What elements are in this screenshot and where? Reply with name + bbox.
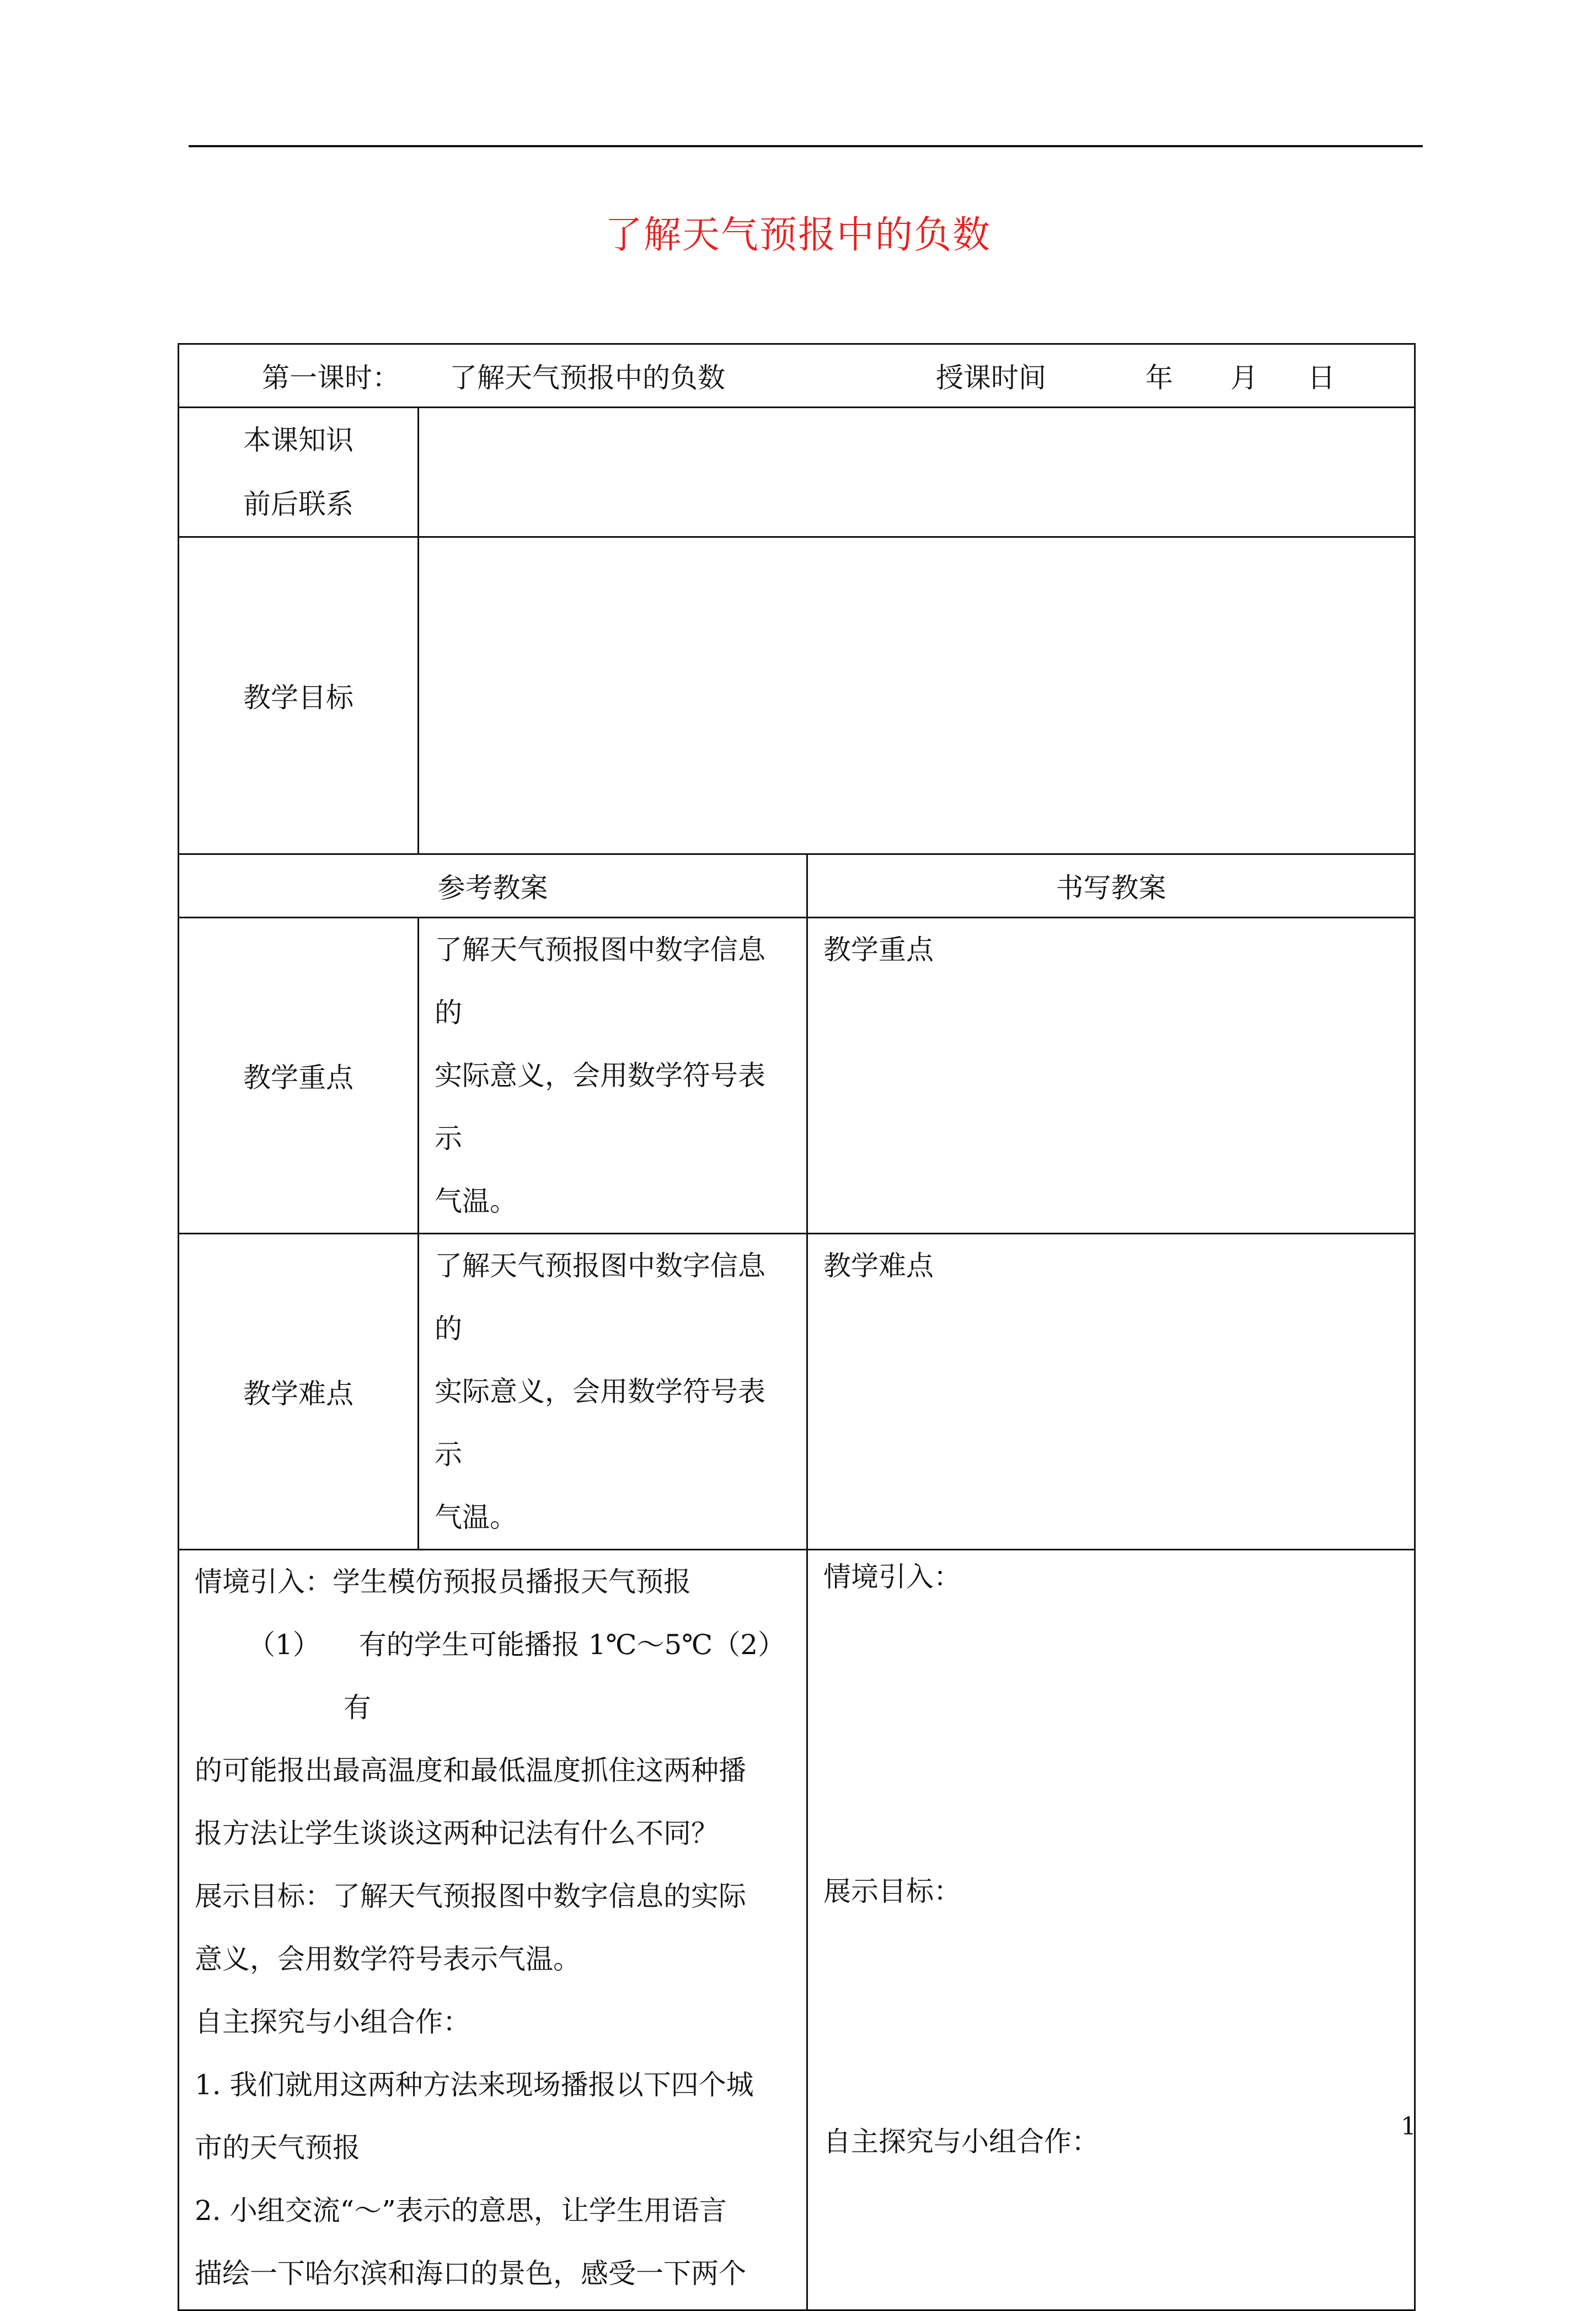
teaching-goal-label: 教学目标 [179, 537, 419, 854]
page-number: 1 [1401, 2112, 1416, 2141]
difficulty-content [419, 1234, 807, 1550]
knowledge-link-line-2: 前后联系 [243, 488, 354, 520]
key-point-label: 教学重点 [179, 918, 419, 1234]
body-line-7: 意义，会用数学符号表示气温。 [195, 1943, 581, 1975]
teaching-goal-content [419, 537, 1415, 854]
header-rule [189, 145, 1423, 147]
key-point-row [179, 918, 1415, 1234]
difficulty-line-1: 了解天气预报图中数字信息的 [435, 1250, 765, 1345]
difficulty-row [179, 1234, 1415, 1550]
body-line-10: 市的天气预报 [195, 2132, 360, 2164]
knowledge-link-content [419, 408, 1415, 537]
lesson-header-row [179, 344, 1415, 408]
written-plan-body [807, 1550, 1415, 2310]
written-explore: 自主探究与小组合作： [823, 2126, 1099, 2158]
difficulty-written: 教学难点 [807, 1234, 1415, 1550]
knowledge-link-line-1: 本课知识 [243, 424, 354, 456]
lesson-title: 了解天气预报中的负数 [449, 362, 725, 394]
day-label: 日 [1308, 362, 1335, 394]
year-label: 年 [1145, 362, 1173, 394]
body-line-4: 的可能报出最高温度和最低温度抓住这两种播 [195, 1754, 746, 1786]
item-number: （1） [248, 1629, 320, 1661]
lesson-plan-table [178, 343, 1416, 2311]
written-plan-heading: 书写教案 [807, 854, 1415, 918]
difficulty-line-2: 实际意义，会用数学符号表示 [435, 1376, 765, 1470]
reference-plan-heading: 参考教案 [179, 854, 807, 918]
item-text: 有的学生可能播报 1℃～5℃（2） [358, 1629, 786, 1661]
body-line-goal: 展示目标：了解天气预报图中数字信息的实际 [195, 1880, 746, 1912]
written-goal: 展示目标： [823, 1875, 961, 1907]
key-point-content [419, 918, 807, 1234]
lesson-body-row [179, 1550, 1415, 2310]
reference-plan-body [179, 1550, 807, 2310]
lesson-header-cell [179, 344, 1415, 408]
body-line-explore: 自主探究与小组合作： [195, 2006, 470, 2038]
teaching-goal-row [179, 537, 1415, 854]
knowledge-link-row [179, 408, 1415, 537]
key-point-line-1: 了解天气预报图中数字信息的 [435, 934, 765, 1029]
body-line-intro: 情境引入：学生模仿预报员播报天气预报 [195, 1566, 691, 1598]
body-line-5: 报方法让学生谈谈这两种记法有什么不同？ [195, 1817, 719, 1849]
body-line-9: 1. 我们就用这两种方法来现场播报以下四个城 [195, 2069, 754, 2101]
difficulty-label: 教学难点 [179, 1234, 419, 1550]
difficulty-line-3: 气温。 [435, 1501, 517, 1533]
knowledge-link-label [179, 408, 419, 537]
key-point-written: 教学重点 [807, 918, 1415, 1234]
time-label: 授课时间 [936, 362, 1046, 394]
key-point-line-3: 气温。 [435, 1185, 517, 1217]
body-line-12: 描绘一下哈尔滨和海口的景色，感受一下两个 [195, 2257, 746, 2289]
written-intro: 情境引入： [823, 1561, 961, 1593]
body-line-item-1 [195, 1613, 791, 1676]
month-label: 月 [1230, 362, 1258, 394]
key-point-line-2: 实际意义，会用数学符号表示 [435, 1060, 765, 1154]
lesson-label: 第一课时： [262, 362, 400, 394]
document-title: 了解天气预报中的负数 [604, 213, 991, 257]
body-line-you: 有 [344, 1692, 371, 1724]
plan-columns-row [179, 854, 1415, 918]
body-line-11: 2. 小组交流“～”表示的意思，让学生用语言 [195, 2195, 727, 2227]
